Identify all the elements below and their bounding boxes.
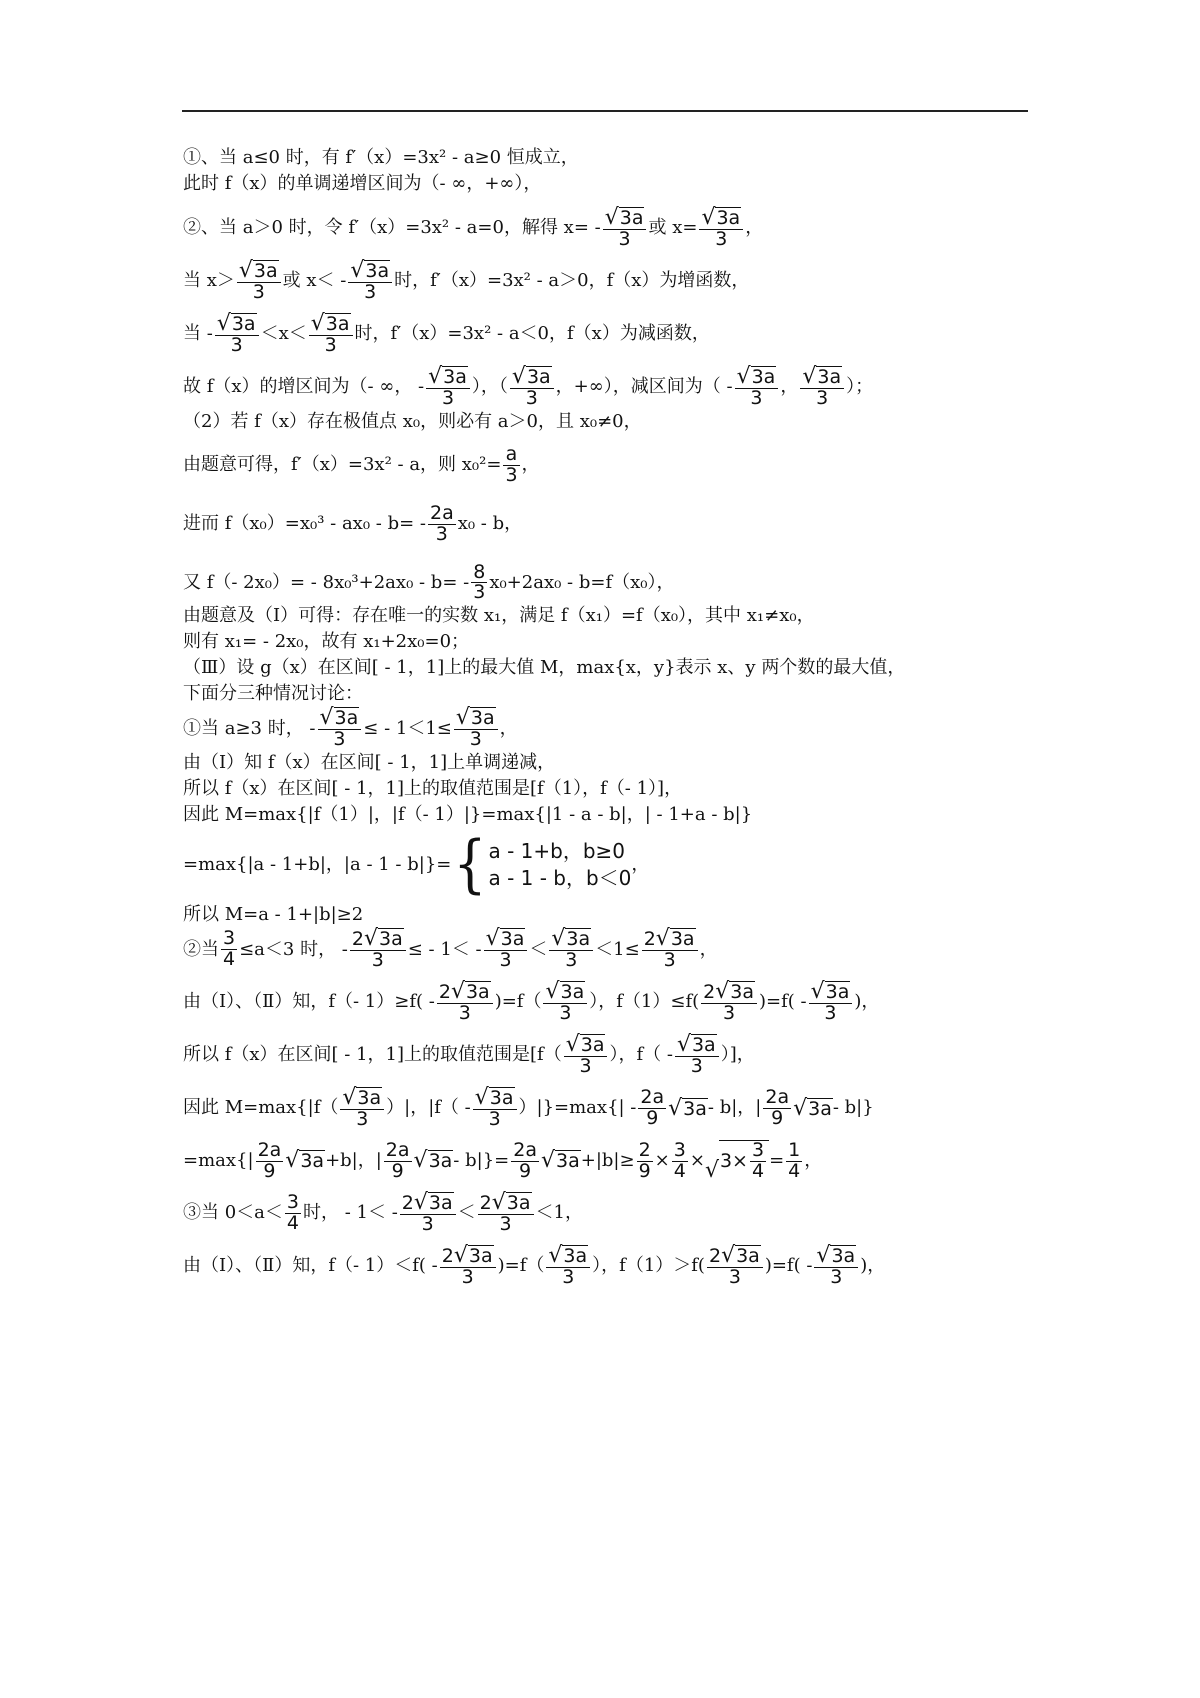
fraction-2sqrt3a-over-3: 2 √ 3a 3 xyxy=(400,1192,456,1235)
text: ），f（1）≤f( xyxy=(589,991,700,1013)
fraction-2sqrt3a-over-3: 2 √ 3a 3 xyxy=(440,1245,496,1288)
coefficient: 2 xyxy=(479,1191,492,1214)
radicand: 3a xyxy=(443,365,467,388)
denominator: 3 xyxy=(488,1108,501,1131)
text: 因此 M=max{|f（1）|，|f（- 1）|}=max{|1 - a - b|，| - 1+a - b|} xyxy=(183,804,753,826)
line-7 xyxy=(183,409,1043,435)
line-9 xyxy=(183,501,1043,545)
fraction-sqrt3a-over-3: √ 3a 3 xyxy=(564,1034,608,1077)
denominator: 3 xyxy=(458,1002,471,1025)
fraction-a-over-3 xyxy=(503,442,519,486)
denominator: 3 xyxy=(816,386,829,409)
fraction-3-over-4 xyxy=(672,1138,688,1182)
fraction-sqrt3a-over-3: √ 3a 3 xyxy=(735,366,779,409)
sqrt-3a: √ 3a xyxy=(668,1095,707,1121)
sqrt-3a: √ 3a xyxy=(285,1148,325,1173)
denominator: 3 xyxy=(252,280,265,303)
text: 由（Ⅰ）、（Ⅱ）知，f（- 1）＜f( - xyxy=(183,1255,438,1277)
fraction-sqrt3a-over-3: √ 3a 3 xyxy=(814,1245,858,1288)
text: ）|，|f（ - xyxy=(386,1097,471,1119)
denominator: 9 xyxy=(263,1159,276,1182)
radicand: 3a xyxy=(808,1097,832,1120)
sqrt-3a: √ 3a xyxy=(413,1148,453,1173)
coefficient: 2 xyxy=(438,981,451,1004)
line-19 xyxy=(183,829,1043,902)
text: - b|}= xyxy=(453,1149,510,1171)
left-brace-icon: { xyxy=(453,829,487,902)
text: )=f( - xyxy=(759,991,807,1013)
fraction-2a-over-3 xyxy=(428,501,456,545)
radicand: 3a xyxy=(253,260,278,283)
sqrt-3-times-3-over-4: √ 3× $\frac{3}{4}$ xyxy=(705,1140,769,1182)
coefficient: 2 xyxy=(401,1191,414,1214)
line-23 xyxy=(183,1034,1043,1077)
text: × xyxy=(654,1149,670,1171)
text: - b|} xyxy=(832,1097,874,1119)
fraction-2a-over-9 xyxy=(256,1138,284,1182)
radicand: 3a xyxy=(357,1087,382,1110)
line-1 xyxy=(183,145,1043,171)
fraction-sqrt3a-over-3: √ 3a 3 xyxy=(809,981,853,1024)
text: 所以 f（x）在区间[ - 1，1]上的取值范围是[f（1），f（- 1）]， xyxy=(183,778,683,800)
fraction-2sqrt3a-over-3: 2 √ 3a 3 xyxy=(642,928,698,971)
denominator: 3 xyxy=(715,228,728,250)
text: ）]， xyxy=(720,1044,755,1066)
line-27 xyxy=(183,1242,1043,1288)
radicand: 3a xyxy=(691,1034,716,1057)
coefficient: 2 xyxy=(703,981,716,1004)
fraction-sqrt3a-over-3: √ 3a 3 xyxy=(800,366,844,409)
radicand-left: 3× xyxy=(719,1150,748,1173)
radicand: 3a xyxy=(825,981,850,1004)
coefficient: 2 xyxy=(441,1244,454,1267)
radicand: 3a xyxy=(506,1192,531,1215)
line-4 xyxy=(183,257,1043,303)
text: ＜ xyxy=(529,938,548,960)
text: +b|，| xyxy=(325,1149,382,1171)
denominator: 9 xyxy=(638,1159,651,1182)
text: 由（Ⅰ）、（Ⅱ）知，f（- 1）≥f( - xyxy=(183,991,435,1013)
denominator: 3 xyxy=(663,949,676,972)
line-11 xyxy=(183,603,1043,629)
text: 则有 x₁= - 2x₀，故有 x₁+2x₀=0； xyxy=(183,631,470,653)
text: ≤a＜3 时， - xyxy=(239,938,348,960)
fraction-2a-over-9 xyxy=(638,1088,666,1129)
radicand: 3a xyxy=(736,1244,760,1267)
line-5 xyxy=(183,310,1043,356)
case-row: a - 1+b，b≥0 xyxy=(488,839,625,864)
fraction-sqrt3a-over-3: √ 3a 3 xyxy=(309,313,353,356)
line-24 xyxy=(183,1087,1043,1130)
fraction-2sqrt3a-over-3: 2 √ 3a 3 xyxy=(701,981,757,1024)
text: 故 f（x）的增区间为（- ∞， - xyxy=(183,376,425,398)
denominator: 3 xyxy=(435,522,448,545)
text: =max{| xyxy=(183,1149,254,1171)
radicand: 3a xyxy=(468,1244,493,1267)
text: （Ⅲ）设 g（x）在区间[ - 1，1]上的最大值 M，max{x，y}表示 x、y 两个数的最大值， xyxy=(183,657,906,679)
text: 下面分三种情况讨论： xyxy=(183,683,363,705)
text: =max{|a - 1+b|，|a - 1 - b|}= xyxy=(183,854,452,876)
denominator: 3 xyxy=(579,1055,592,1078)
radicand: 3a xyxy=(831,1244,856,1267)
fraction-sqrt3a-over-3: √ 3a 3 xyxy=(675,1034,719,1077)
denominator: 3 xyxy=(324,333,337,356)
denominator: 3 xyxy=(824,1002,837,1025)
text: 或 x＜ - xyxy=(282,270,347,292)
denominator: 4 xyxy=(286,1211,299,1234)
text: +|b|≥ xyxy=(580,1149,635,1171)
line-22 xyxy=(183,981,1043,1024)
fraction-sqrt3a-over-3: √ 3a 3 xyxy=(237,260,281,303)
radicand: 3a xyxy=(428,1150,453,1173)
denominator: 3 xyxy=(723,1002,736,1025)
text: ②、当 a＞0 时，令 f′（x）=3x² - a=0，解得 x= - xyxy=(183,217,601,239)
fraction-sqrt3a-over-3: √ 3a 3 xyxy=(543,981,587,1024)
denominator: 9 xyxy=(646,1107,659,1130)
denominator: 3 xyxy=(562,1265,575,1288)
fraction-3-over-4 xyxy=(221,929,237,970)
fraction-8-over-3 xyxy=(471,560,487,604)
radicand: 3a xyxy=(751,365,776,388)
text: ＜1≤ xyxy=(595,938,640,960)
fraction-2sqrt3a-over-3: 2 √ 3a 3 xyxy=(437,981,493,1024)
text: ②当 xyxy=(183,938,219,960)
radicand: 3a xyxy=(563,1244,588,1267)
denominator: 3 xyxy=(830,1265,843,1288)
denominator: 3 xyxy=(559,1002,572,1025)
fraction-1-over-4 xyxy=(786,1138,802,1182)
denominator: 3 xyxy=(356,1108,369,1131)
coefficient: 2 xyxy=(643,928,656,951)
line-8 xyxy=(183,442,1043,486)
radicand: 3a xyxy=(231,312,256,335)
text: 由题意及（Ⅰ）可得：存在唯一的实数 x₁，满足 f（x₁）=f（x₀），其中 x₁≠x₀， xyxy=(183,605,815,627)
line-26 xyxy=(183,1189,1043,1235)
text: ≤ - 1＜1≤ xyxy=(363,717,452,739)
fraction-sqrt3a-over-3: √ 3a 3 xyxy=(318,707,362,750)
text: 进而 f（x₀）=x₀³ - ax₀ - b= - xyxy=(183,512,426,534)
text: ＜x＜ xyxy=(260,323,307,345)
text: ①当 a≥3 时， - xyxy=(183,717,316,739)
denominator: 3 xyxy=(565,949,578,972)
text: ）|}=max{| - xyxy=(518,1097,637,1119)
denominator: 3 xyxy=(525,386,538,409)
fraction-2sqrt3a-over-3: 2 √ 3a 3 xyxy=(707,1245,763,1288)
line-25 xyxy=(183,1140,1043,1182)
fraction-sqrt3a-over-3: √ 3a 3 xyxy=(473,1087,517,1130)
radicand: 3a xyxy=(300,1150,325,1173)
line-21 xyxy=(183,928,1043,971)
denominator: 4 xyxy=(223,948,236,971)
fraction-sqrt3a-over-3: √ 3a 3 xyxy=(510,366,554,409)
denominator: 3 xyxy=(505,463,518,486)
denominator: 3 xyxy=(499,1212,512,1235)
radicand: 3a xyxy=(580,1034,605,1057)
fraction-sqrt3a-over-3: √ 3a 3 xyxy=(426,366,470,409)
radicand: 3a xyxy=(683,1097,707,1120)
text: 或 x= xyxy=(648,217,698,239)
denominator: 9 xyxy=(391,1159,404,1182)
numerator: 3 xyxy=(751,1139,765,1162)
numerator: 2 xyxy=(638,1138,651,1161)
sqrt-3a: √ 3a xyxy=(540,1148,580,1173)
line-15 xyxy=(183,707,1043,750)
text: ≤ - 1＜ - xyxy=(407,938,482,960)
numerator: 2a xyxy=(640,1086,665,1109)
text: ， xyxy=(804,1149,823,1171)
piecewise-cases xyxy=(453,829,632,902)
denominator: 3 xyxy=(473,581,486,604)
solution-text xyxy=(183,145,1043,1288)
denominator: 3 xyxy=(421,1212,434,1235)
denominator: 3 xyxy=(750,386,763,409)
line-14 xyxy=(183,681,1043,707)
radicand: 3a xyxy=(465,981,490,1004)
fraction-sqrt3a-over-3: √ 3a 3 xyxy=(340,1087,384,1130)
denominator: 3 xyxy=(728,1265,741,1288)
sqrt-3a: √ 3a xyxy=(793,1095,832,1121)
denominator: 3 xyxy=(469,728,482,751)
line-6 xyxy=(183,363,1043,409)
text: ， xyxy=(699,938,718,960)
numerator: 2a xyxy=(385,1138,410,1161)
line-3 xyxy=(183,207,1043,250)
text: )， xyxy=(854,991,880,1013)
text: × xyxy=(689,1149,705,1171)
denominator: 3 xyxy=(364,280,377,303)
numerator: 8 xyxy=(473,560,486,583)
text: )=f（ xyxy=(494,991,542,1013)
radicand: 3a xyxy=(670,928,695,951)
radicand: 3a xyxy=(526,365,551,388)
fraction-2a-over-9 xyxy=(511,1138,539,1182)
coefficient: 2 xyxy=(708,1244,722,1267)
radicand: 3a xyxy=(730,981,754,1004)
fraction-sqrt3a-over-3: √ 3a 3 xyxy=(484,928,528,971)
radicand: 3a xyxy=(560,981,585,1004)
radicand: 3a xyxy=(470,707,495,730)
fraction-sqrt3a-over-3: √ 3a 3 xyxy=(546,1245,590,1288)
text: x₀ - b， xyxy=(457,512,523,534)
denominator: 3 xyxy=(441,386,455,409)
fraction-2sqrt3a-over-3: 2 √ 3a 3 xyxy=(478,1192,534,1235)
text: 当 x＞ xyxy=(183,270,235,292)
denominator: 3 xyxy=(690,1055,703,1078)
text: ）； xyxy=(846,376,874,398)
line-12 xyxy=(183,629,1043,655)
radicand: 3a xyxy=(716,207,741,230)
numerator: 3 xyxy=(223,927,236,950)
denominator: 4 xyxy=(751,1160,765,1182)
denominator: 3 xyxy=(618,228,631,250)
text: 由（I）知 f（x）在区间[ - 1，1]上单调递减， xyxy=(183,752,556,774)
text: 时，f′（x）=3x² - a＞0，f（x）为增函数， xyxy=(394,270,750,292)
line-13 xyxy=(183,655,1043,681)
radicand: 3a xyxy=(365,260,390,283)
denominator: 3 xyxy=(499,949,512,972)
denominator: 4 xyxy=(673,1159,686,1182)
text: 由题意可得，f′（x）=3x² - a，则 x₀²= xyxy=(183,453,502,475)
numerator: 3 xyxy=(286,1190,299,1213)
numerator: 2a xyxy=(429,501,454,524)
text: 时，f′（x）=3x² - a＜0，f（x）为减函数， xyxy=(354,323,710,345)
numerator: 2a xyxy=(765,1086,790,1109)
text: 又 f（- 2x₀）= - 8x₀³+2ax₀ - b= - xyxy=(183,571,470,593)
text: 所以 f（x）在区间[ - 1，1]上的取值范围是[f（ xyxy=(183,1044,562,1066)
text: = xyxy=(769,1149,785,1171)
fraction-sqrt3a-over-3: √ 3a 3 xyxy=(699,207,743,250)
text: 时， - 1＜ - xyxy=(303,1202,398,1224)
line-18 xyxy=(183,802,1043,828)
line-2 xyxy=(183,171,1043,197)
denominator: 3 xyxy=(371,949,384,972)
fraction-sqrt3a-over-3: √ 3a 3 xyxy=(454,707,498,750)
text: )=f( - xyxy=(764,1255,813,1277)
radicand: 3a xyxy=(619,207,644,230)
fraction-2sqrt3a-over-3: 2 √ 3a 3 xyxy=(350,928,406,971)
fraction-3-over-4 xyxy=(750,1141,766,1182)
fraction-sqrt3a-over-3: √ 3a 3 xyxy=(348,260,392,303)
text: ＜1， xyxy=(535,1202,583,1224)
radicand: 3a xyxy=(500,928,525,951)
text: ， xyxy=(499,717,518,739)
fraction-2a-over-9 xyxy=(384,1138,412,1182)
text: x₀+2ax₀ - b=f（x₀）， xyxy=(489,571,675,593)
text: ），（ xyxy=(471,376,508,398)
denominator: 3 xyxy=(333,728,346,751)
numerator: 2a xyxy=(513,1138,537,1161)
text: 所以 M=a - 1+|b|≥2 xyxy=(183,904,364,926)
text: 因此 M=max{|f（ xyxy=(183,1097,339,1119)
denominator: 3 xyxy=(461,1265,474,1288)
denominator: 9 xyxy=(519,1159,532,1182)
denominator: 9 xyxy=(771,1107,784,1130)
line-10 xyxy=(183,560,1043,604)
fraction-sqrt3a-over-3: √ 3a 3 xyxy=(603,207,647,250)
text: 当 - xyxy=(183,323,213,345)
radicand: 3a xyxy=(325,312,350,335)
text: - b|，| xyxy=(707,1097,762,1119)
text: ③当 0＜a＜ xyxy=(183,1202,283,1224)
text: ， xyxy=(780,376,799,398)
text: 此时 f（x）的单调递增区间为（- ∞，+∞）， xyxy=(183,172,542,194)
line-16 xyxy=(183,750,1043,776)
radicand: 3a xyxy=(489,1087,514,1110)
radicand: 3a xyxy=(379,928,403,951)
line-17 xyxy=(183,776,1043,802)
text: ），f（ - xyxy=(609,1044,673,1066)
text: ①、当 a≤0 时，有 f′（x）=3x² - a≥0 恒成立， xyxy=(183,146,579,168)
radicand: 3a xyxy=(566,928,591,951)
text: （2）若 f（x）存在极值点 x₀，则必有 a＞0，且 x₀≠0， xyxy=(183,410,642,432)
numerator: 1 xyxy=(788,1138,801,1161)
denominator: 3 xyxy=(230,333,243,356)
radicand: 3a xyxy=(817,365,842,388)
text: ， xyxy=(745,217,764,239)
denominator: 4 xyxy=(788,1159,801,1182)
text: ，+∞），减区间为（ - xyxy=(555,376,733,398)
numerator: a xyxy=(505,442,518,465)
fraction-sqrt3a-over-3: √ 3a 3 xyxy=(549,928,593,971)
radicand: 3a xyxy=(428,1192,453,1215)
text: )， xyxy=(860,1255,886,1277)
line-20 xyxy=(183,902,1043,928)
text: ），f（1）＞f( xyxy=(592,1255,705,1277)
header-rule xyxy=(182,110,1028,112)
fraction-2a-over-9 xyxy=(763,1088,791,1129)
radicand: 3a xyxy=(334,707,359,730)
text: ， xyxy=(631,854,650,876)
fraction-2-over-9 xyxy=(637,1138,653,1182)
case-row: a - 1 - b，b＜0 xyxy=(488,866,632,891)
radicand: 3a xyxy=(556,1150,580,1173)
fraction-3-over-4 xyxy=(285,1190,301,1234)
numerator: 3 xyxy=(673,1138,686,1161)
coefficient: 2 xyxy=(351,928,364,951)
text: ， xyxy=(521,453,540,475)
text: )=f（ xyxy=(497,1255,545,1277)
text: ＜ xyxy=(457,1202,476,1224)
fraction-sqrt3a-over-3: √ 3a 3 xyxy=(215,313,259,356)
numerator: 2a xyxy=(257,1138,282,1161)
